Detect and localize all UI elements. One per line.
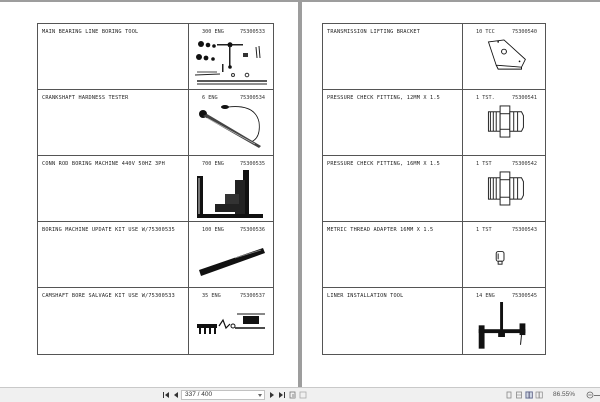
table-row <box>38 288 273 354</box>
table-row <box>38 222 273 288</box>
pressure-fitting-12mm-image <box>469 104 539 151</box>
tool-quantity: 14 ENG <box>476 293 495 299</box>
thread-adapter-image <box>469 236 539 283</box>
tool-info <box>463 222 545 287</box>
table-row <box>38 24 273 90</box>
tool-quantity: 6 ENG <box>202 95 218 101</box>
tool-description: PRESSURE CHECK FITTING, 16MM X 1.5 <box>323 156 463 221</box>
table-row <box>38 156 273 222</box>
tool-info <box>189 24 273 89</box>
viewer-toolbar <box>0 387 600 402</box>
tool-quantity: 1 TST <box>476 227 492 233</box>
page-number-input[interactable]: 337 / 400 <box>181 390 265 400</box>
tool-part-number: 75300543 <box>512 227 537 233</box>
lifting-bracket-image <box>469 38 539 85</box>
tool-info <box>189 90 273 155</box>
tool-quantity: 700 ENG <box>202 161 224 167</box>
tool-quantity: 300 ENG <box>202 29 224 35</box>
hardness-tester-image <box>195 104 267 152</box>
facing-pages-icon[interactable] <box>525 391 533 399</box>
continuous-page-icon[interactable] <box>515 391 523 399</box>
boring-bar-image <box>195 236 267 284</box>
next-view-icon[interactable] <box>299 391 307 399</box>
tool-quantity: 100 ENG <box>202 227 224 233</box>
previous-view-icon[interactable] <box>289 391 297 399</box>
tool-part-number: 75300540 <box>512 29 537 35</box>
next-page-icon[interactable] <box>268 391 276 399</box>
tool-part-number: 75300533 <box>240 29 265 35</box>
tool-part-number: 75300534 <box>240 95 265 101</box>
tool-description: TRANSMISSION LIFTING BRACKET <box>323 24 463 89</box>
table-row <box>323 222 545 288</box>
liner-installation-tool-image <box>469 302 539 349</box>
dropdown-arrow-icon[interactable] <box>256 391 264 399</box>
tool-description: PRESSURE CHECK FITTING, 12MM X 1.5 <box>323 90 463 155</box>
tool-part-number: 75300535 <box>240 161 265 167</box>
tool-part-number: 75300541 <box>512 95 537 101</box>
tool-part-number: 75300536 <box>240 227 265 233</box>
boring-machine-image <box>195 170 267 218</box>
salvage-kit-image <box>195 302 267 350</box>
tool-info <box>463 90 545 155</box>
last-page-icon[interactable] <box>278 391 286 399</box>
zoom-out-icon[interactable] <box>586 391 594 399</box>
table-row <box>323 90 545 156</box>
tool-description: CRANKSHAFT HARDNESS TESTER <box>38 90 189 155</box>
tool-info <box>189 288 273 354</box>
table-row <box>323 156 545 222</box>
tool-part-number: 75300542 <box>512 161 537 167</box>
table-row <box>38 90 273 156</box>
tool-info <box>463 288 545 354</box>
tool-quantity: 35 ENG <box>202 293 221 299</box>
tool-description: CONN ROD BORING MACHINE 440V 50HZ 3PH <box>38 156 189 221</box>
tools-table-right <box>322 23 546 355</box>
tool-quantity: 1 TST <box>476 161 492 167</box>
table-row <box>323 24 545 90</box>
table-row <box>323 288 545 354</box>
tool-info <box>189 156 273 221</box>
tool-description: LINER INSTALLATION TOOL <box>323 288 463 354</box>
tool-info <box>189 222 273 287</box>
line-boring-tool-image <box>195 38 267 86</box>
zoom-slider[interactable] <box>594 395 600 396</box>
first-page-icon[interactable] <box>162 391 170 399</box>
facing-continuous-icon[interactable] <box>535 391 543 399</box>
left-page <box>0 2 298 387</box>
tools-table-left <box>37 23 274 355</box>
tool-description: BORING MACHINE UPDATE KIT USE W/75300535 <box>38 222 189 287</box>
tool-info <box>463 156 545 221</box>
tool-part-number: 75300545 <box>512 293 537 299</box>
tool-quantity: 10 TCC <box>476 29 495 35</box>
tool-info <box>463 24 545 89</box>
single-page-icon[interactable] <box>505 391 513 399</box>
tool-quantity: 1 TST. <box>476 95 495 101</box>
tool-description: METRIC THREAD ADAPTER 16MM X 1.5 <box>323 222 463 287</box>
tool-part-number: 75300537 <box>240 293 265 299</box>
tool-description: CAMSHAFT BORE SALVAGE KIT USE W/75300533 <box>38 288 189 354</box>
tool-description: MAIN BEARING LINE BORING TOOL <box>38 24 189 89</box>
previous-page-icon[interactable] <box>172 391 180 399</box>
right-page <box>302 2 600 387</box>
zoom-level[interactable]: 86.55% <box>553 391 576 398</box>
pressure-fitting-16mm-image <box>469 170 539 217</box>
